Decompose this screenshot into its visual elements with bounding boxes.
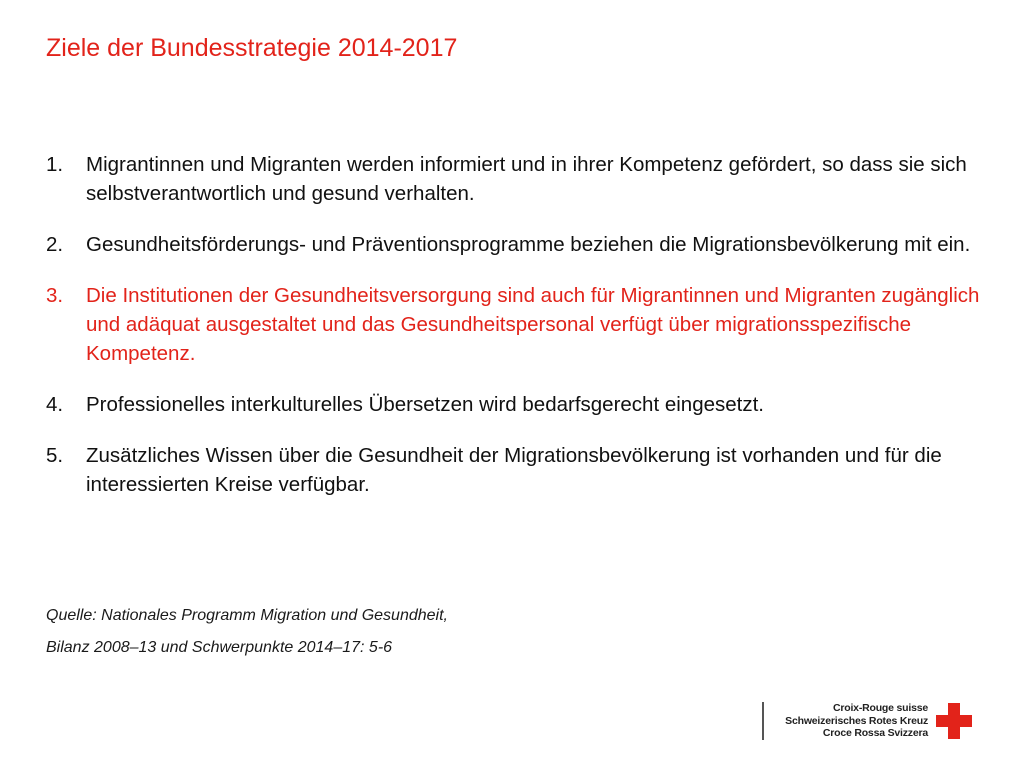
- goal-text: Migrantinnen und Migranten werden informiert und in ihrer Kompetenz gefördert, so dass sie sich selbstverantwortlich und gesund verhalten.: [86, 153, 967, 205]
- red-cross-icon: [936, 703, 972, 739]
- goal-number: 2.: [46, 233, 64, 256]
- goal-text: Professionelles interkulturelles Übersetzen wird bedarfsgerecht eingesetzt.: [86, 393, 764, 416]
- goal-item-4: [46, 390, 986, 419]
- goal-text: Die Institutionen der Gesundheitsversorgung sind auch für Migrantinnen und Migranten zugänglich und adäquat ausgestaltet und das Gesundheitspersonal verfügt über migrationsspezifische Kompetenz.: [86, 284, 980, 365]
- goal-number: 5.: [46, 444, 64, 467]
- goal-text: Zusätzliches Wissen über die Gesundheit der Migrationsbevölkerung ist vorhanden und für die interessierten Kreise verfügbar.: [86, 444, 942, 496]
- source-line-1: Quelle: Nationales Programm Migration und Gesundheit,: [46, 607, 448, 624]
- slide-title: Ziele der Bundesstrategie 2014-2017: [46, 34, 458, 62]
- logo-line-fr: Croix-Rouge suisse: [832, 702, 928, 714]
- goal-item-3: [46, 281, 986, 368]
- logo-text: [782, 702, 928, 740]
- goal-text: Gesundheitsförderungs- und Präventionsprogramme beziehen die Migrationsbevölkerung mit ein.: [86, 233, 971, 256]
- goal-number: 3.: [46, 284, 64, 307]
- goal-item-1: [46, 150, 986, 208]
- goal-number: 1.: [46, 153, 64, 176]
- logo-line-it: Croce Rossa Svizzera: [822, 727, 928, 739]
- source-citation: [46, 600, 448, 664]
- goals-list: [46, 150, 986, 521]
- logo-line-de: Schweizerisches Rotes Kreuz: [785, 714, 928, 727]
- red-cross-logo: [762, 702, 982, 742]
- goal-number: 4.: [46, 393, 64, 416]
- goal-item-5: [46, 441, 986, 499]
- goal-item-2: [46, 230, 986, 259]
- logo-divider: [762, 702, 764, 740]
- source-line-2: Bilanz 2008–13 und Schwerpunkte 2014–17: 5-6: [46, 639, 393, 656]
